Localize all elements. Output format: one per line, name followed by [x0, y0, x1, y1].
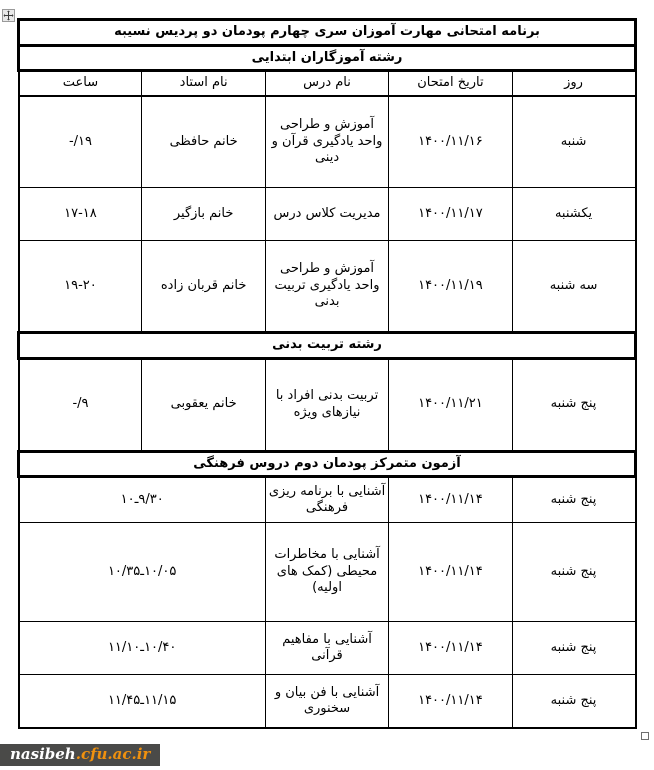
cell-teacher: خانم بازگیر — [142, 187, 265, 240]
cell-course: آموزش و طراحی واحد یادگیری قرآن و دینی — [265, 96, 388, 188]
cell-time: ۱۰/۰۵ـ۱۰/۳۵ — [19, 523, 266, 622]
cell-time: ۱۰/۴۰ـ۱۱/۱۰ — [19, 622, 266, 675]
cell-date: ۱۴۰۰/۱۱/۱۶ — [389, 96, 512, 188]
exam-schedule-table — [17, 18, 637, 729]
exam-schedule-sheet — [17, 18, 637, 729]
cell-day: یکشنبه — [512, 187, 635, 240]
page-title: برنامه امتحانی مهارت آموزان سری چهارم پودمان دو پردیس نسیبه — [19, 20, 636, 46]
table-row — [19, 187, 636, 240]
cell-time: ۹/- — [19, 358, 142, 451]
table-row — [19, 240, 636, 332]
cell-time: ۹/۳۰ـ۱۰ — [19, 477, 266, 523]
site-watermark — [0, 744, 160, 766]
column-header-teacher: نام استاد — [142, 71, 265, 96]
cell-date: ۱۴۰۰/۱۱/۱۹ — [389, 240, 512, 332]
section-heading-0: رشته آموزگاران ابتدایی — [19, 45, 636, 71]
cell-date: ۱۴۰۰/۱۱/۱۴ — [389, 622, 512, 675]
cell-day: پنج شنبه — [512, 523, 635, 622]
cell-date: ۱۴۰۰/۱۱/۱۴ — [389, 523, 512, 622]
column-header-course: نام درس — [265, 71, 388, 96]
cell-date: ۱۴۰۰/۱۱/۱۴ — [389, 675, 512, 729]
column-header-day: روز — [512, 71, 635, 96]
cell-teacher: خانم یعقوبی — [142, 358, 265, 451]
watermark-site-domain: .cfu.ac.ir — [75, 745, 151, 763]
table-row — [19, 523, 636, 622]
cell-time: ۱۹/- — [19, 96, 142, 188]
cell-day: پنج شنبه — [512, 622, 635, 675]
section-heading-1: رشته تربیت بدنی — [19, 332, 636, 358]
cell-course: آموزش و طراحی واحد یادگیری تربیت بدنی — [265, 240, 388, 332]
table-row — [19, 96, 636, 188]
table-resize-handle[interactable] — [641, 732, 649, 740]
cell-teacher: خانم حافظی — [142, 96, 265, 188]
cell-day: سه شنبه — [512, 240, 635, 332]
cell-date: ۱۴۰۰/۱۱/۱۷ — [389, 187, 512, 240]
cell-time: ۱۱/۱۵ـ۱۱/۴۵ — [19, 675, 266, 729]
section-heading-row — [19, 332, 636, 358]
column-header-time: ساعت — [19, 71, 142, 96]
cell-day: شنبه — [512, 96, 635, 188]
exam-schedule-body — [19, 20, 636, 729]
cell-course: آشنایی با مخاطرات محیطی (کمک های اولیه) — [265, 523, 388, 622]
watermark-site-name: nasibeh — [10, 745, 76, 763]
cell-time: ۱۷-۱۸ — [19, 187, 142, 240]
cell-teacher: خانم قربان زاده — [142, 240, 265, 332]
table-row — [19, 675, 636, 729]
cell-course: آشنایی با فن بیان و سخنوری — [265, 675, 388, 729]
cell-course: تربیت بدنی افراد با نیازهای ویژه — [265, 358, 388, 451]
cell-time: ۱۹-۲۰ — [19, 240, 142, 332]
table-row — [19, 477, 636, 523]
cell-day: پنج شنبه — [512, 675, 635, 729]
table-move-handle[interactable] — [2, 9, 15, 22]
table-row — [19, 622, 636, 675]
cell-day: پنج شنبه — [512, 477, 635, 523]
cell-course: آشنایی با برنامه ریزی فرهنگی — [265, 477, 388, 523]
cell-date: ۱۴۰۰/۱۱/۱۴ — [389, 477, 512, 523]
cell-course: مدیریت کلاس درس — [265, 187, 388, 240]
cell-course: آشنایی با مفاهیم قرآنی — [265, 622, 388, 675]
cell-date: ۱۴۰۰/۱۱/۲۱ — [389, 358, 512, 451]
section-heading-row — [19, 451, 636, 477]
cell-day: پنج شنبه — [512, 358, 635, 451]
document-title-row — [19, 20, 636, 46]
column-header-row — [19, 71, 636, 96]
section-heading-row — [19, 45, 636, 71]
section-heading-2: آزمون متمرکز پودمان دوم دروس فرهنگی — [19, 451, 636, 477]
column-header-date: تاریخ امتحان — [389, 71, 512, 96]
table-row — [19, 358, 636, 451]
